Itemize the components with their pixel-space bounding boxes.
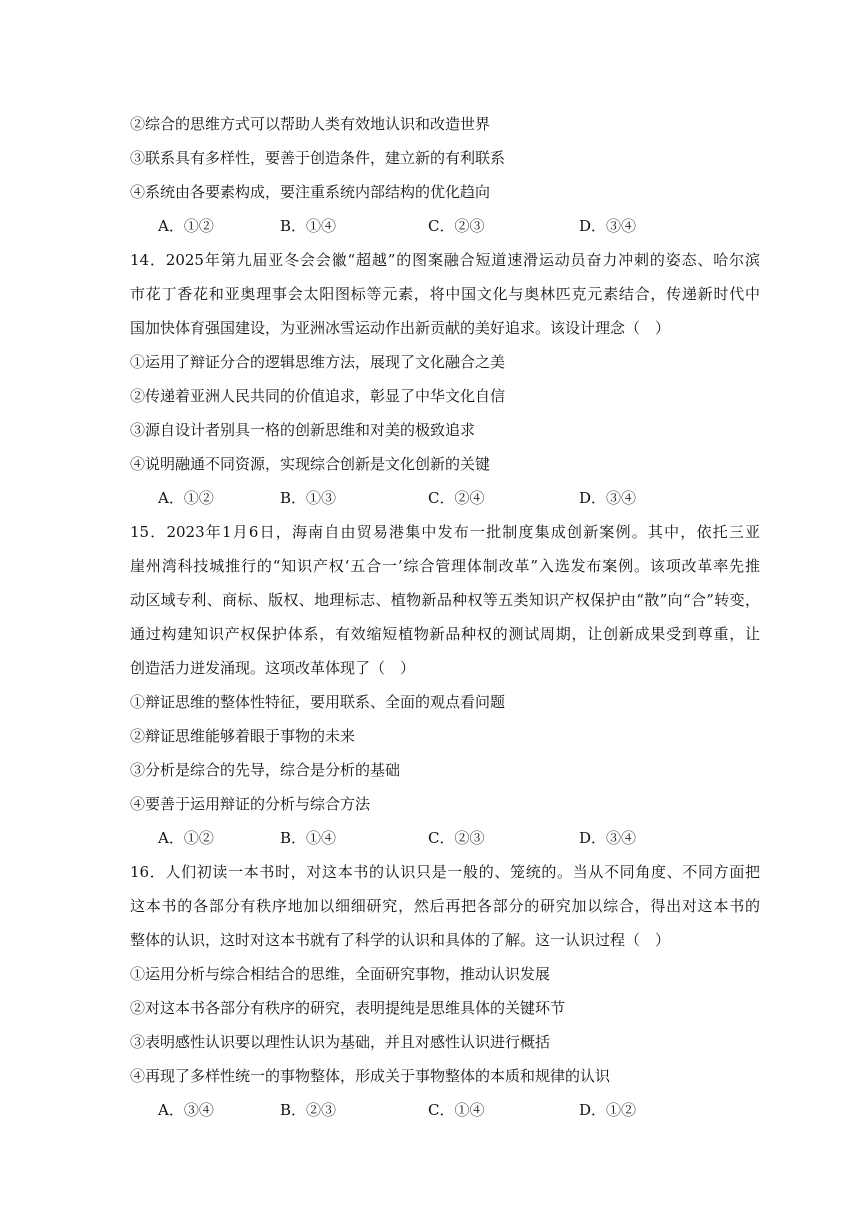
question-stem: 整体的认识，这时对这本书就有了科学的认识和具体的了解。这一认识过程（ ） (130, 931, 671, 949)
option-d: D．①② (579, 1101, 637, 1119)
option-d: D．③④ (579, 217, 637, 235)
option-c: C．②④ (428, 489, 485, 507)
option-b: B．①④ (280, 829, 337, 847)
question-stem: 国加快体育强国建设，为亚洲冰雪运动作出新贡献的美好追求。该设计理念（ ） (130, 319, 671, 337)
question-stem: 16．人们初读一本书时，对这本书的认识只是一般的、笼统的。当从不同角度、不同方面把 (130, 863, 760, 881)
option-c: C．②③ (428, 217, 485, 235)
option-b: B．①④ (280, 217, 337, 235)
option-a: A．①② (158, 489, 214, 507)
statement: ②对这本书各部分有秩序的研究，表明提纯是思维具体的关键环节 (130, 999, 566, 1017)
statement: ④系统由各要素构成，要注重系统内部结构的优化趋向 (130, 183, 491, 201)
option-c: C．②③ (428, 829, 485, 847)
question-15 (130, 515, 760, 855)
question-stem: 崖州湾科技城推行的“知识产权‘五合一’综合管理体制改革”入选发布案例。该项改革率先推 (130, 557, 760, 575)
question-stem: 这本书的各部分有秩序地加以细细研究，然后再把各部分的研究加以综合，得出对这本书的 (130, 897, 760, 915)
option-a: A．①② (158, 829, 214, 847)
question-16 (130, 855, 760, 1127)
statement: ①运用分析与综合相结合的思维，全面研究事物，推动认识发展 (130, 965, 551, 983)
question-13-continued (130, 107, 760, 243)
option-a: A．③④ (158, 1101, 214, 1119)
statement: ③分析是综合的先导，综合是分析的基础 (130, 761, 401, 779)
option-c: C．①④ (428, 1101, 485, 1119)
option-b: B．①③ (280, 489, 337, 507)
question-14 (130, 243, 760, 515)
question-stem: 创造活力迸发涌现。这项改革体现了（ ） (130, 659, 416, 677)
statement: ③联系具有多样性，要善于创造条件，建立新的有利联系 (130, 149, 506, 167)
statement: ④要善于运用辩证的分析与综合方法 (130, 795, 371, 813)
question-stem: 市花丁香花和亚奥理事会太阳图标等元素，将中国文化与奥林匹克元素结合，传递新时代中 (130, 285, 760, 303)
statement: ①运用了辩证分合的逻辑思维方法，展现了文化融合之美 (130, 353, 506, 371)
answer-options (130, 481, 760, 515)
question-stem: 通过构建知识产权保护体系，有效缩短植物新品种权的测试周期，让创新成果受到尊重，让 (130, 625, 760, 643)
statement: ③表明感性认识要以理性认识为基础，并且对感性认识进行概括 (130, 1033, 551, 1051)
statement: ④说明融通不同资源，实现综合创新是文化创新的关键 (130, 455, 491, 473)
statement: ①辩证思维的整体性特征，要用联系、全面的观点看问题 (130, 693, 506, 711)
question-stem: 动区域专利、商标、版权、地理标志、植物新品种权等五类知识产权保护由“散”向“合”转变， (130, 591, 760, 609)
statement: ③源自设计者别具一格的创新思维和对美的极致追求 (130, 421, 476, 439)
statement: ②辩证思维能够着眼于事物的未来 (130, 727, 356, 745)
option-a: A．①② (158, 217, 214, 235)
question-stem: 15．2023年1月6日，海南自由贸易港集中发布一批制度集成创新案例。其中，依托三亚 (130, 523, 760, 541)
option-d: D．③④ (579, 829, 637, 847)
statement: ④再现了多样性统一的事物整体，形成关于事物整体的本质和规律的认识 (130, 1067, 611, 1085)
answer-options (130, 209, 760, 243)
statement: ②传递着亚洲人民共同的价值追求，彰显了中华文化自信 (130, 387, 506, 405)
option-d: D．③④ (579, 489, 637, 507)
statement: ②综合的思维方式可以帮助人类有效地认识和改造世界 (130, 115, 491, 133)
option-b: B．②③ (280, 1101, 337, 1119)
question-stem: 14．2025年第九届亚冬会会徽“超越”的图案融合短道速滑运动员奋力冲刺的姿态、哈尔滨 (130, 251, 760, 269)
answer-options (130, 1093, 760, 1127)
answer-options (130, 821, 760, 855)
